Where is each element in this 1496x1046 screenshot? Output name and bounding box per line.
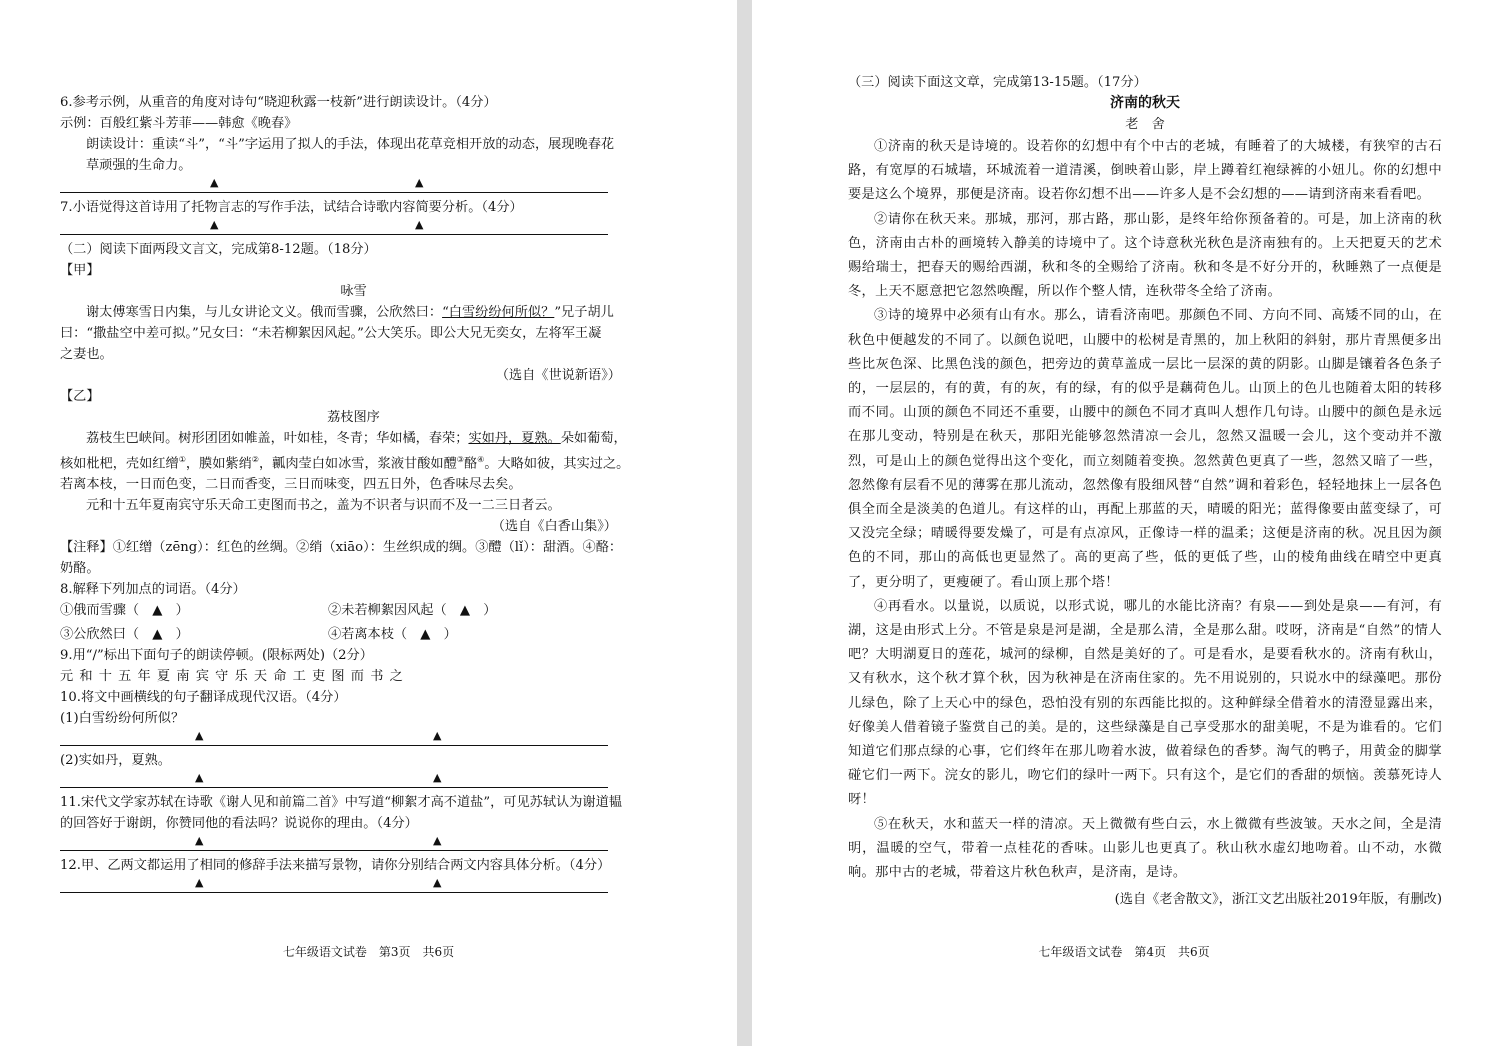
q6-design-line-1: 朗读设计：重读“斗”，“斗”字运用了拟人的手法，体现出花草竞相开放的动态，展现晚春花 [86,137,615,152]
answer-marker: ▲ [433,729,442,743]
answer-marker: ▲ [195,876,204,890]
answer-marker: ▲ [433,834,442,848]
yi-title: 荔枝图序 [327,410,380,425]
yi-text: 。大略如彼，其实过之。 [484,456,630,472]
answer-marker: ▲ [210,218,219,231]
article-title: 济南的秋天 [1110,95,1180,111]
page-4 [752,0,1496,1046]
section-3-heading: （三）阅读下面这文章，完成第13-15题。（17分） [848,75,1147,90]
q8-option-1: ①俄而雪骤（ ▲ ） [60,603,189,619]
yi-text: 酪 [463,456,478,472]
yi-text: ，膜如紫绡 [185,456,252,472]
answer-marker: ▲ [433,771,442,785]
question-11-line-1: 11.宋代文学家苏轼在诗歌《谢人见和前篇二首》中写道“柳絮才高不道盐”，可见苏轼认为谢道韫 [60,795,622,811]
q8-option-4: ④若离本枝（ ▲ ） [328,627,457,643]
note-ref: ④ [477,455,485,464]
answer-marker: ▲ [195,729,204,743]
paragraph-1: ①济南的秋天是诗境的。设若你的幻想中有个中古的老城，有睡着了的大城楼，有狭窄的古石路，有宽厚的石城墙，环城流着一道清溪，倒映着山影，岸上蹲着红袍绿裤的小妞儿。你的幻想中要是这么个境界，那便是济南。设若你幻想不出——许多人是不会幻想的——请到济南来看看吧。 [848,139,1442,203]
yi-text-line-2 [60,449,647,474]
jia-title: 咏雪 [340,284,367,299]
q6-example: 示例：百般红紫斗芳菲——韩愈《晚春》 [60,116,298,131]
answer-line [60,771,608,788]
yi-text-line-4: 元和十五年夏南宾守乐天命工吏图而书之，盖为不识者与识而不及一二三日者云。 [86,498,561,514]
question-7: 7.小语觉得这首诗用了托物言志的写作手法，试结合诗歌内容简要分析。（4分） [60,200,523,215]
paragraph-2: ②请你在秋天来。那城，那河，那古路，那山影，是终年给你预备着的。可是，加上济南的秋色，济南由古朴的画境转入静美的诗境中了。这个诗意秋光秋色是济南独有的。上天把夏天的艺术赐给瑞士，把春天的赐给西湖，秋和冬的全赐给了济南。秋和冬是不好分开的，秋睡熟了一点便是冬，上天不愿意把它忽然唤醒，所以作个整人情，连秋带冬全给了济南。 [848,211,1442,300]
question-9: 9.用“/”标出下面句子的朗读停顿。(限标两处)（2分） [60,648,373,664]
answer-marker: ▲ [195,771,204,785]
paragraph-5: ⑤在秋天，水和蓝天一样的清凉。天上微微有些白云，水上微微有些波皱。天水之间，全是清明，温暖的空气，带着一点桂花的香味。山影儿也更真了。秋山秋水虚幻地吻着。山不动，水微响。那中古的老城，带着这片秋色秋声，是济南，是诗。 [848,816,1442,881]
q8-options-row-2 [60,624,647,645]
answer-line [60,834,608,851]
q10-part-2: (2)实如丹，夏熟。 [60,753,171,769]
q9-sentence: 元和十五年夏南宾守乐天命工吏图而书之 [60,669,409,685]
answer-marker: ▲ [433,876,442,890]
jia-text: 谢太傅寒雪日内集，与儿女讲论文义。俄而雪骤，公欣然曰： [86,305,443,320]
notes-line-2: 奶酪。 [60,561,100,577]
yi-source: （选自《白香山集》） [491,519,617,535]
note-ref: ① [178,455,186,464]
paragraph-4: ④再看水。以量说，以质说，以形式说，哪儿的水能比济南？有泉——到处是泉——有河，有湖，这是由形式上分。不管是泉是河是湖，全是那么清，全是那么甜。哎呀，济南是“自然”的情人吧？大明湖夏日的莲花，城河的绿柳，自然是美好的了。可是看水，是要看秋水的。济南有秋山，又有秋水，这个秋才算个秋，因为秋神是在济南住家的。先不用说别的，只说水中的绿藻吧。那份儿绿色，除了上天心中的绿色，恐怕没有别的东西能比拟的。这种鲜绿全借着水的清澄显露出来，好像美人借着镜子鉴赏自己的美。是的，这些绿藻是自己享受那水的甜美呢，不是为谁看的。它们知道它们那点绿的心事，它们终年在那儿吻着水波，做着绿色的香梦。淘气的鸭子，用黄金的脚掌碰它们一两下。浣女的影儿，吻它们的绿叶一两下。只有这个，是它们的香甜的烦恼。羡慕死诗人呀！ [848,598,1442,808]
answer-marker: ▲ [415,176,424,189]
question-8: 8.解释下列加点的词语。（4分） [60,582,246,598]
yi-text: 朵如葡萄， [560,431,627,446]
q8-options-row-1 [60,600,647,621]
page-3 [0,0,737,1046]
yi-text: ，瓤肉莹白如冰雪，浆液甘酸如醴 [258,456,457,472]
note-ref: ② [251,455,259,464]
jia-text-line-1 [60,302,647,323]
yi-text: 荔枝生巴峡间。树形团团如帷盖，叶如桂，冬青；华如橘，春荣； [86,431,469,446]
answer-marker: ▲ [415,218,424,231]
article-author: 老 舍 [1125,117,1165,132]
yi-underlined-sentence: 实如丹，夏熟。 [468,431,561,446]
q10-part-1: (1)白雪纷纷何所似？ [60,711,185,727]
page-footer: 七年级语文试卷 第4页 共6页 [1038,945,1210,959]
yi-text-line-1 [60,428,647,449]
page-gutter [737,0,752,1046]
yi-label: 【乙】 [60,389,100,404]
jia-underlined-sentence: “白雪纷纷何所似？ [442,305,555,320]
notes-line-1: 【注释】①红缯（zēng）：红色的丝绸。②绡（xiāo）：生丝织成的绸。③醴（lǐ）：甜酒。④酪： [60,540,623,556]
jia-text-line-2: 曰：“撒盐空中差可拟。”兄女曰：“未若柳絮因风起。”公大笑乐。即公大兄无奕女，左将军王凝 [60,326,602,341]
answer-line [60,729,608,746]
yi-text: 核如枇杷，壳如红缯 [60,456,179,472]
page-footer: 七年级语文试卷 第3页 共6页 [282,945,455,959]
answer-line [60,876,608,893]
question-12: 12.甲、乙两文都运用了相同的修辞手法来描写景物，请你分别结合两文内容具体分析。（4分） [60,858,611,874]
paragraph-3: ③诗的境界中必须有山有水。那么，请看济南吧。那颜色不同、方向不同、高矮不同的山，在秋色中便越发的不同了。以颜色说吧，山腰中的松树是青黑的，加上秋阳的斜射，那片青黑便多出些比灰色深、比黑色浅的颜色，把旁边的黄草盖成一层比一层深的黄的阴影。山脚是镶着各色条子的，一层层的，有的黄，有的灰，有的绿，有的似乎是藕荷色儿。山顶上的色儿也随着太阳的转移而不同。山顶的颜色不同还不重要，山腰中的颜色不同才真叫人想作几句诗。山腰中的颜色是永远在那儿变动，特别是在秋天，那阳光能够忽然清凉一会儿，忽然又温暖一会儿，这个变动并不激烈，可是山上的颜色觉得出这个变化，而立刻随着变换。忽然黄色更真了一些，忽然又暗了一些，忽然像有层看不见的薄雾在那儿流动，忽然像有股细风替“自然”调和着彩色，轻轻地抹上一层各色俱全而全是淡美的色道儿。有这样的山，再配上那蓝的天，晴暖的阳光；蓝得像要由蓝变绿了，可又没完全绿；晴暖得要发燥了，可是有点凉风，正像诗一样的温柔；这便是济南的秋。况且因为颜色的不同，那山的高低也更显然了。高的更高了些，低的更低了些，山的棱角曲线在晴空中更真了，更分明了，更瘦硬了。看山顶上那个塔！ [848,308,1442,590]
q8-option-3: ③公欣然曰（ ▲ ） [60,627,189,643]
note-ref: ③ [456,455,464,464]
question-11-line-2: 的回答好于谢朗，你赞同他的看法吗？说说你的理由。（4分） [60,816,418,832]
article-source: (选自《老舍散文》，浙江文艺出版社2019年版，有删改) [1114,892,1442,908]
yi-text-line-3: 若离本枝，一日而色变，二日而香变，三日而味变，四五日外，色香味尽去矣。 [60,477,522,493]
question-10: 10.将文中画横线的句子翻译成现代汉语。（4分） [60,690,347,706]
question-6: 6.参考示例，从重音的角度对诗句“晓迎秋露一枝新”进行朗读设计。（4分） [60,95,497,110]
jia-text: ”兄子胡儿 [554,305,614,320]
answer-line [60,218,608,235]
jia-label: 【甲】 [60,263,100,278]
answer-marker: ▲ [210,176,219,189]
jia-text-line-3: 之妻也。 [60,347,113,362]
section-2-heading: （二）阅读下面两段文言文，完成第8-12题。（18分） [60,242,377,257]
q8-option-2: ②未若柳絮因风起（ ▲ ） [328,603,497,619]
answer-line [60,176,608,193]
jia-source: （选自《世说新语》） [495,368,621,383]
answer-marker: ▲ [195,834,204,848]
q6-design-line-2: 草顽强的生命力。 [86,158,192,173]
